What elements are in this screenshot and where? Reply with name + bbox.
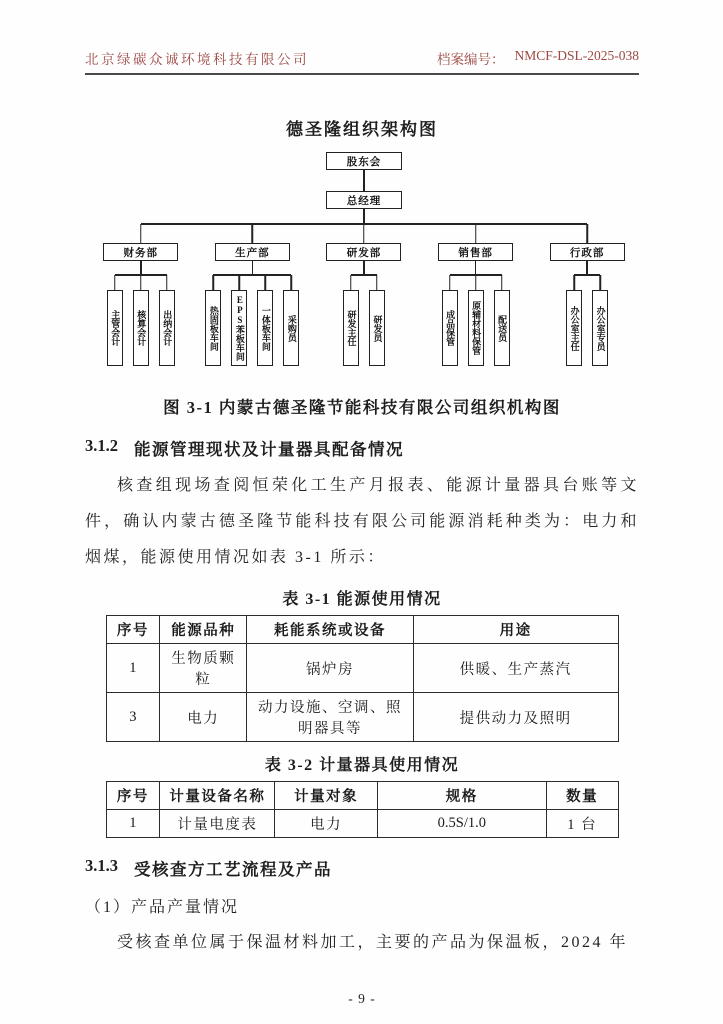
- section-heading-313: [85, 856, 639, 880]
- connector-line: [363, 170, 365, 191]
- org-node-dept: 生产部: [215, 243, 290, 261]
- org-node-dept: 财务部: [103, 243, 178, 261]
- paragraph-energy-usage: 核查组现场查阅恒荣化工生产月报表、能源计量器具台账等文件，确认内蒙古德圣隆节能科技有限公司能源消耗种类为：电力和烟煤，能源使用情况如表 3-1 所示：: [85, 477, 639, 566]
- org-child: [338, 275, 364, 366]
- org-child: [587, 275, 613, 366]
- org-child: [278, 275, 304, 366]
- table-3-1: [106, 615, 619, 742]
- page-header: [85, 48, 639, 75]
- cell-measure-target: 电力: [275, 810, 377, 838]
- org-node-general-manager: 总经理: [326, 191, 402, 209]
- org-node-dept: 研发部: [326, 243, 401, 261]
- archive-label: 档案编号：: [436, 52, 505, 67]
- table-row: [106, 693, 618, 742]
- org-node-position: 热固板车间: [205, 290, 221, 366]
- col-header: 序号: [106, 616, 160, 644]
- org-dept-group-production: [197, 224, 309, 366]
- org-node-position: 核算会计: [133, 290, 149, 366]
- org-child: [437, 275, 463, 366]
- table-3-2-caption: 表 3-2 计量器具使用情况: [264, 757, 460, 774]
- paragraph-product: 受核查单位属于保温材料加工，主要的产品为保温板，2024 年: [117, 934, 629, 951]
- table-3-2: [106, 781, 619, 838]
- connector-line: [252, 261, 254, 275]
- cell-system: 动力设施、空调、照明器具等: [247, 693, 413, 742]
- org-child: [226, 275, 252, 366]
- org-node-shareholders: 股东会: [326, 152, 402, 170]
- org-child: [102, 275, 128, 366]
- org-node-position: EPS苯板车间: [231, 290, 247, 366]
- table-row: [106, 810, 618, 838]
- org-node-position: 研发员: [369, 290, 385, 366]
- header-company-name: 北京绿碳众诚环境科技有限公司: [85, 52, 309, 67]
- section-heading-312: [85, 436, 639, 460]
- org-node-position: 采购员: [283, 290, 299, 366]
- sub-item-product-output: （1）产品产量情况: [85, 899, 240, 916]
- cell-index: 3: [106, 693, 160, 742]
- col-header: 数量: [546, 782, 618, 810]
- section-title: 受核查方工艺流程及产品: [134, 860, 332, 879]
- org-dept-group-admin: [531, 224, 643, 366]
- org-child: [128, 275, 154, 366]
- col-header: 序号: [106, 782, 160, 810]
- col-header: 用途: [413, 616, 618, 644]
- page-number: - 9 -: [348, 991, 376, 1006]
- org-node-position: 办公室专员: [592, 290, 608, 366]
- org-children-row: [102, 275, 180, 366]
- org-child: [200, 275, 226, 366]
- cell-quantity: 1 台: [546, 810, 618, 838]
- col-header: 能源品种: [160, 616, 247, 644]
- org-child: [561, 275, 587, 366]
- cell-energy-type: 电力: [160, 693, 247, 742]
- org-child: [364, 275, 390, 366]
- org-node-position: 出纳会计: [159, 290, 175, 366]
- org-child: [252, 275, 278, 366]
- org-dept-group-finance: [85, 224, 197, 366]
- connector-line: [475, 261, 477, 275]
- col-header: 计量对象: [275, 782, 377, 810]
- org-node-position: 主管会计: [107, 290, 123, 366]
- org-chart: [85, 152, 643, 366]
- org-child: [489, 275, 515, 366]
- org-children-row: [437, 275, 515, 366]
- connector-line: [586, 261, 588, 275]
- cell-device-name: 计量电度表: [160, 810, 275, 838]
- col-header: 规格: [377, 782, 546, 810]
- section-number: 3.1.2: [85, 436, 118, 455]
- org-node-position: 原辅材料保管: [468, 290, 484, 366]
- connector-line: [363, 261, 365, 275]
- header-archive: [437, 48, 639, 68]
- org-dept-group-rnd: [308, 224, 420, 366]
- org-children-row: [338, 275, 390, 366]
- section-number: 3.1.3: [85, 856, 118, 875]
- col-header: 耗能系统或设备: [247, 616, 413, 644]
- org-node-position: 一体板车间: [257, 290, 273, 366]
- cell-index: 1: [106, 810, 160, 838]
- col-header: 计量设备名称: [160, 782, 275, 810]
- org-node-position: 成品保管: [442, 290, 458, 366]
- org-chart-title: 德圣隆组织架构图: [286, 120, 438, 139]
- org-child: [463, 275, 489, 366]
- cell-index: 1: [106, 644, 160, 693]
- table-header-row: [106, 782, 618, 810]
- cell-energy-type: 生物质颗粒: [160, 644, 247, 693]
- cell-usage: 供暖、生产蒸汽: [413, 644, 618, 693]
- org-node-position: 研发主任: [343, 290, 359, 366]
- table-header-row: [106, 616, 618, 644]
- figure-caption: 图 3-1 内蒙古德圣隆节能科技有限公司组织机构图: [163, 398, 561, 417]
- org-department-row: [85, 224, 643, 366]
- archive-number: NMCF-DSL-2025-038: [514, 48, 639, 63]
- org-children-row: [561, 275, 613, 366]
- table-3-1-caption: 表 3-1 能源使用情况: [282, 591, 442, 608]
- org-children-row: [200, 275, 304, 366]
- org-node-dept: 行政部: [550, 243, 625, 261]
- cell-system: 锅炉房: [247, 644, 413, 693]
- org-dept-group-sales: [420, 224, 532, 366]
- org-node-dept: 销售部: [438, 243, 513, 261]
- org-child: [154, 275, 180, 366]
- org-node-position: 办公室主任: [566, 290, 582, 366]
- connector-line: [140, 261, 142, 275]
- cell-spec: 0.5S/1.0: [377, 810, 546, 838]
- cell-usage: 提供动力及照明: [413, 693, 618, 742]
- org-node-position: 配送员: [494, 290, 510, 366]
- table-row: [106, 644, 618, 693]
- connector-line: [363, 209, 365, 224]
- section-title: 能源管理现状及计量器具配备情况: [134, 440, 404, 459]
